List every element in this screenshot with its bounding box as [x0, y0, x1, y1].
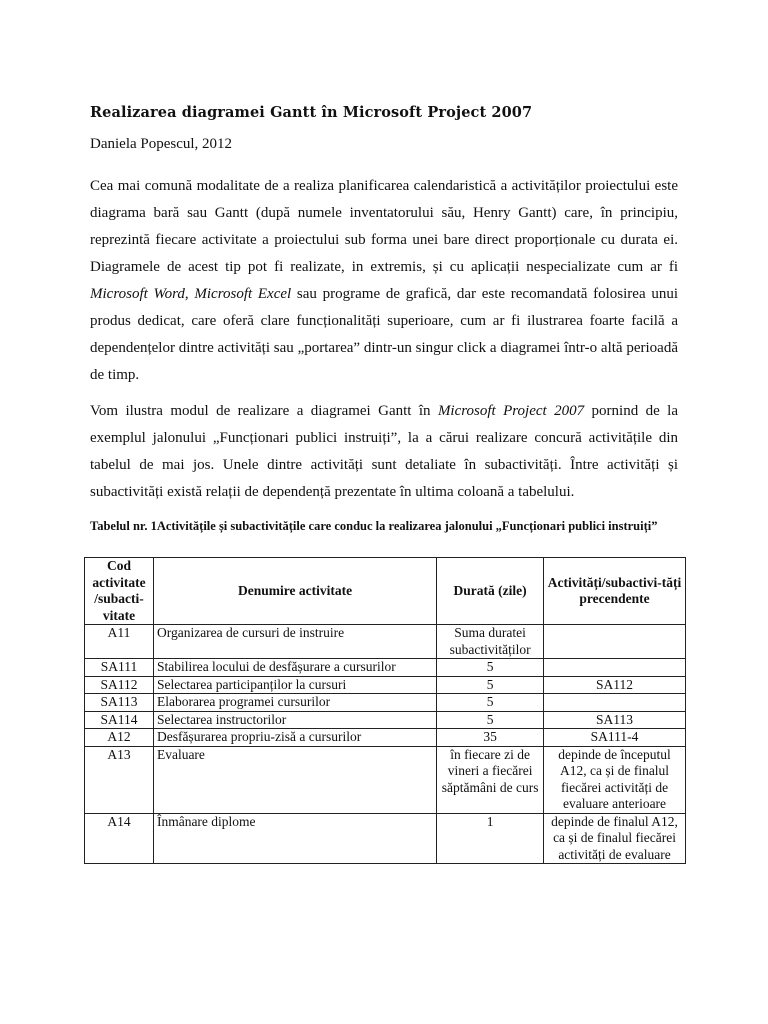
cell-duration: 5	[437, 659, 544, 677]
header-code: Cod activitate /subacti-vitate	[85, 558, 154, 625]
cell-predecessors: SA113	[544, 711, 686, 729]
cell-duration: 5	[437, 711, 544, 729]
paragraph-text: Vom ilustra modul de realizare a diagramei Gantt în	[90, 403, 438, 419]
table-header-row	[85, 558, 686, 625]
table-row	[85, 676, 686, 694]
header-duration: Durată (zile)	[437, 558, 544, 625]
cell-duration: Suma duratei subactivităților	[437, 625, 544, 659]
cell-name: Desfășurarea propriu-zisă a cursurilor	[153, 729, 436, 747]
cell-name: Elaborarea programei cursurilor	[153, 694, 436, 712]
paragraph-text: ,	[184, 286, 195, 302]
paragraph-text: Cea mai comună modalitate de a realiza planificarea calendaristică a activităților proiectului este diagrama bară sau Gantt (după numele inventatorului său, Henry Gantt) care, în principiu, reprezintă fiecare activitate a proiectului sub forma unei bare direct proporționale cu durata ei. Diagramele de acest tip pot fi realizate, in extremis, și cu aplicații nespecializate cum ar fi	[90, 178, 678, 275]
cell-predecessors	[544, 625, 686, 659]
cell-predecessors: SA112	[544, 676, 686, 694]
cell-name: Evaluare	[153, 746, 436, 813]
cell-code: A13	[85, 746, 154, 813]
author-line: Daniela Popescul, 2012	[90, 136, 233, 152]
table-body	[85, 625, 686, 864]
cell-code: SA111	[85, 659, 154, 677]
paragraph-text: sau programe de grafică, dar este recomandată folosirea unui produs dedicat, care oferă clare funcționalități superioare, cum ar fi ilustrarea foarte facilă a dependențelor dintre activități sau „portarea” dintr-un singur click a diagramei într-o altă perioadă de timp.	[90, 286, 678, 383]
cell-predecessors: depinde de începutul A12, ca și de finalul fiecărei activități de evaluare anterioare	[544, 746, 686, 813]
header-name: Denumire activitate	[153, 558, 436, 625]
paragraph-text: pornind de la exemplul jalonului „Funcționari publici instruiți”, la a cărui realizare concură activitățile din tabelul de mai jos. Unele dintre activități sunt detaliate în subactivități. Între activități și subactivități există relații de dependență prezentate în ultima coloană a tabelului.	[90, 403, 678, 500]
cell-name: Selectarea instructorilor	[153, 711, 436, 729]
table-row	[85, 625, 686, 659]
table-row	[85, 659, 686, 677]
cell-duration: în fiecare zi de vineri a fiecărei săptămâni de curs	[437, 746, 544, 813]
italic-text: Microsoft Project 2007	[437, 403, 585, 419]
cell-name: Înmânare diplome	[153, 813, 436, 864]
table-row	[85, 729, 686, 747]
cell-predecessors	[544, 659, 686, 677]
table-row	[85, 711, 686, 729]
paragraph-intro	[90, 173, 678, 389]
cell-predecessors: SA111-4	[544, 729, 686, 747]
cell-code: A12	[85, 729, 154, 747]
cell-duration: 5	[437, 676, 544, 694]
cell-duration: 35	[437, 729, 544, 747]
cell-code: A14	[85, 813, 154, 864]
cell-code: SA114	[85, 711, 154, 729]
cell-code: A11	[85, 625, 154, 659]
cell-duration: 1	[437, 813, 544, 864]
paragraph-example	[90, 398, 678, 506]
table-row	[85, 694, 686, 712]
table-caption: Tabelul nr. 1Activitățile și subactivitățile care conduc la realizarea jalonului „Funcționari publici instruiți”	[90, 519, 658, 533]
header-predecessors: Activități/subactivi-tăți precendente	[544, 558, 686, 625]
document-title: Realizarea diagramei Gantt în Microsoft Project 2007	[90, 104, 533, 121]
italic-text: Microsoft Excel	[194, 286, 292, 302]
cell-code: SA113	[85, 694, 154, 712]
cell-code: SA112	[85, 676, 154, 694]
italic-text: Microsoft Word	[90, 286, 185, 302]
cell-duration: 5	[437, 694, 544, 712]
cell-predecessors	[544, 694, 686, 712]
table-row	[85, 746, 686, 813]
cell-name: Organizarea de cursuri de instruire	[153, 625, 436, 659]
cell-name: Selectarea participanților la cursuri	[153, 676, 436, 694]
cell-predecessors: depinde de finalul A12, ca și de finalul fiecărei activități de evaluare	[544, 813, 686, 864]
table-row	[85, 813, 686, 864]
cell-name: Stabilirea locului de desfășurare a cursurilor	[153, 659, 436, 677]
activities-table	[84, 557, 686, 864]
